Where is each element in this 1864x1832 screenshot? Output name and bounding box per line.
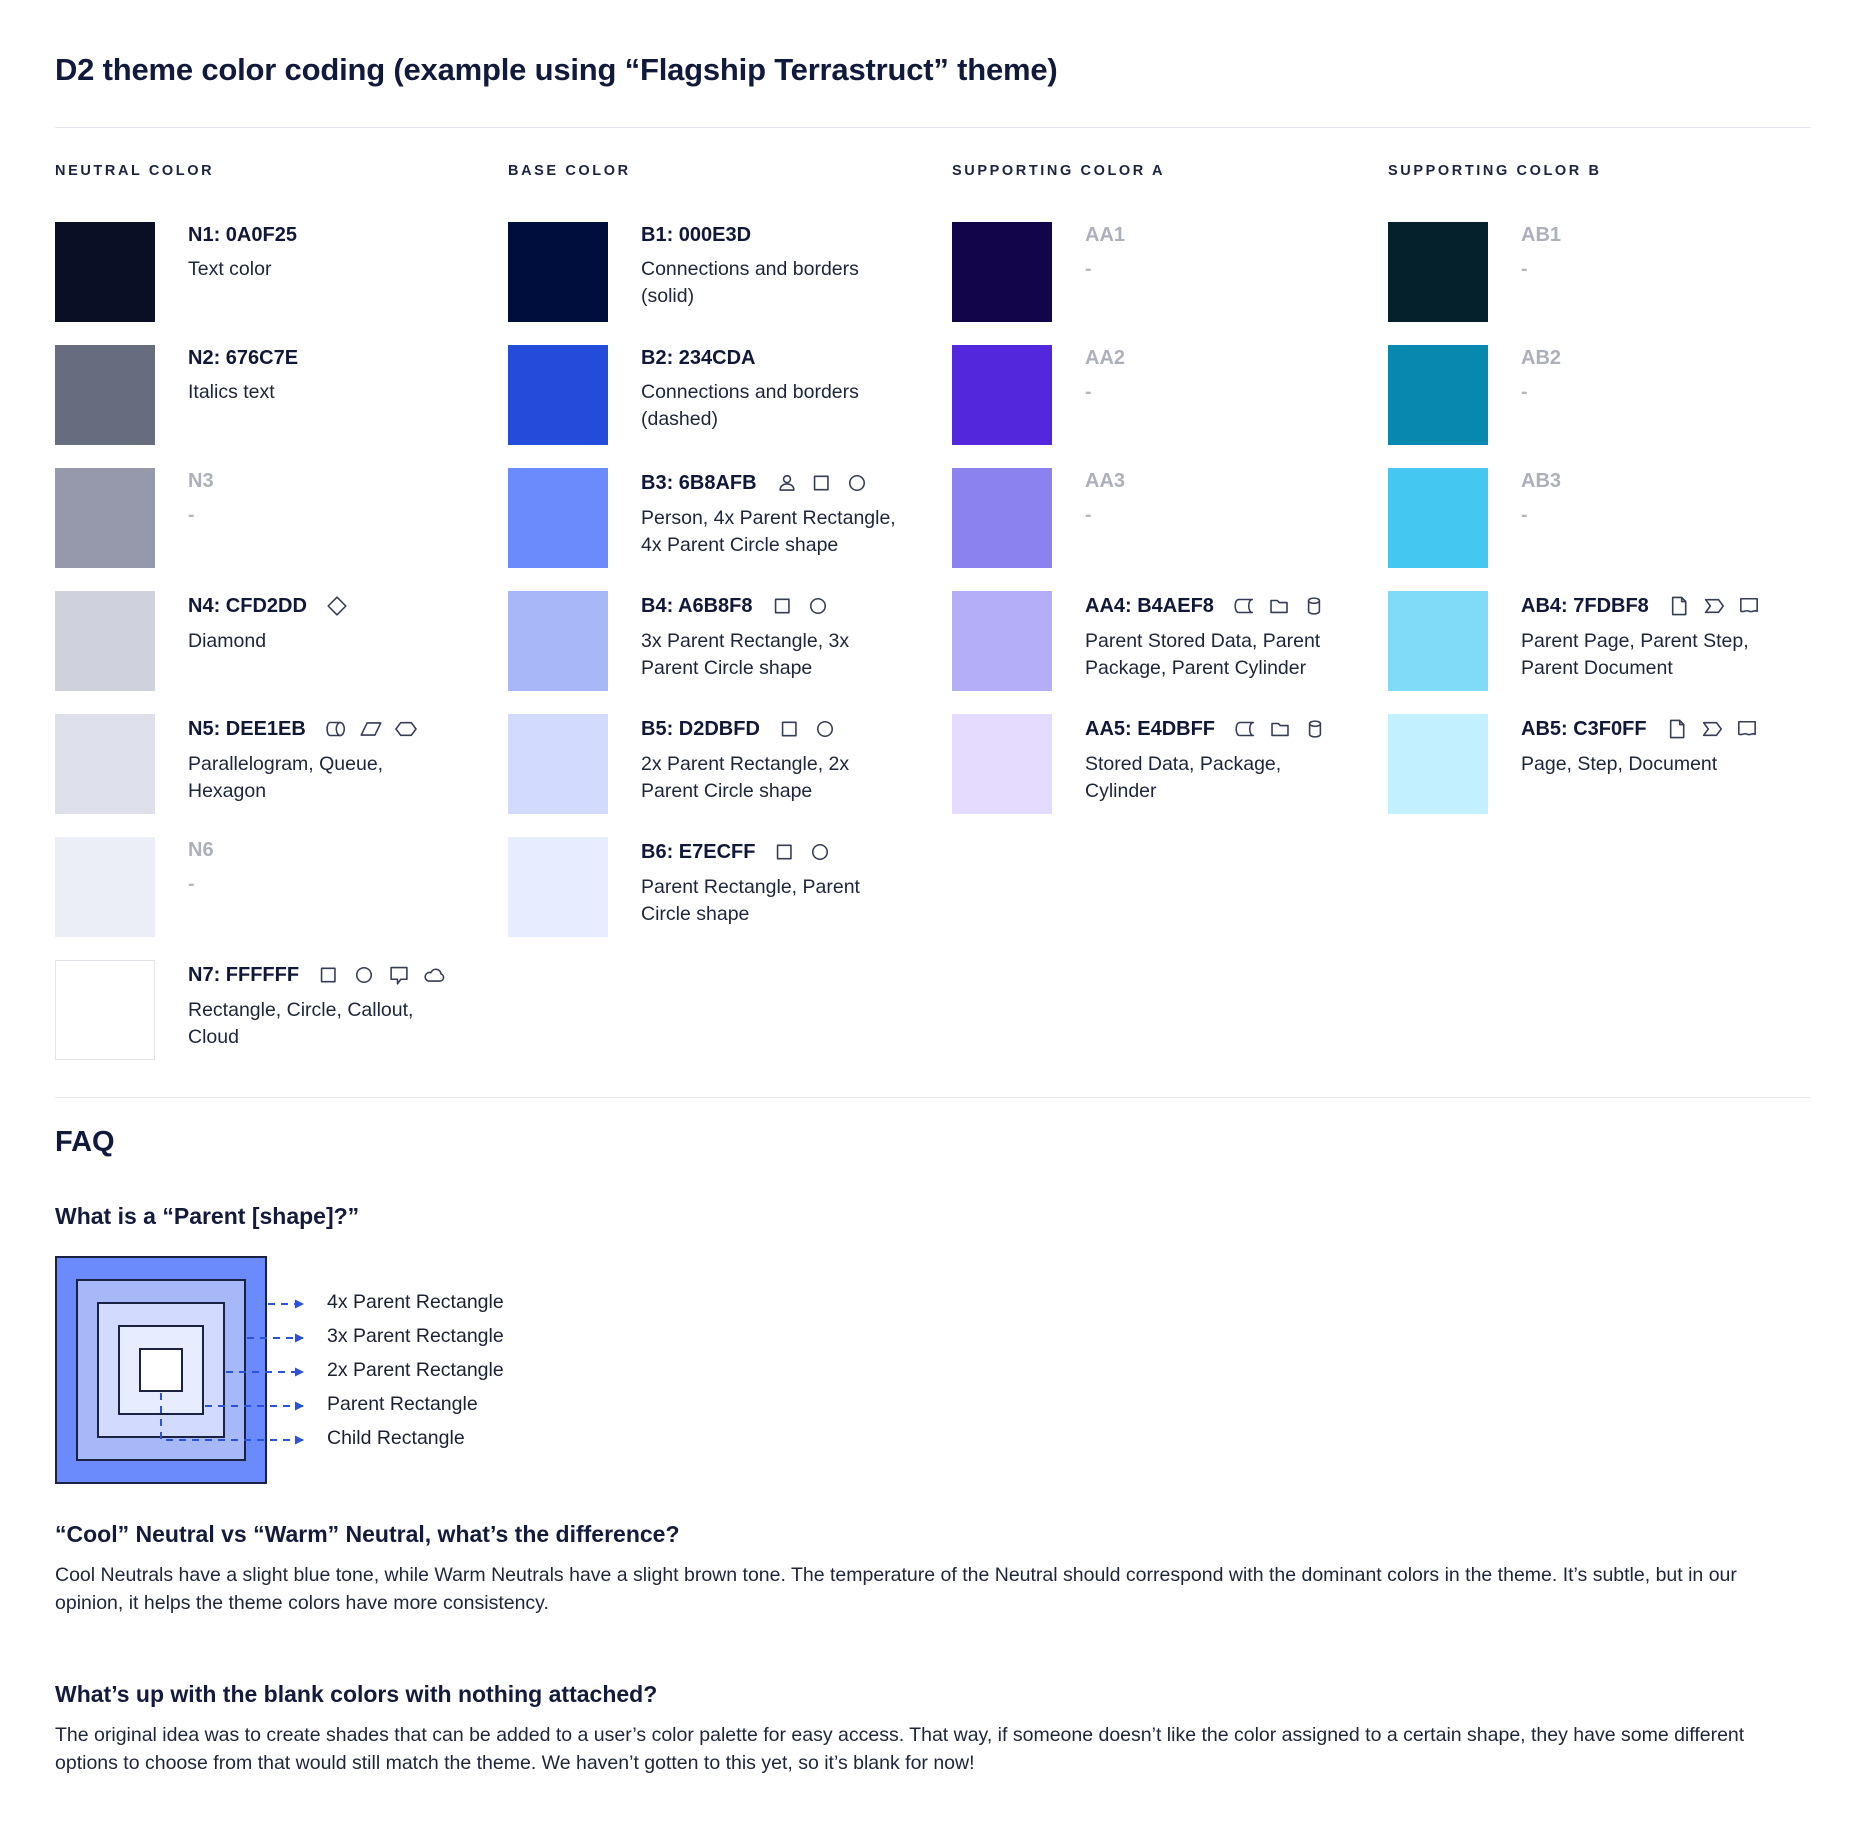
swatch-desc: - xyxy=(1521,381,1528,403)
shape-icons xyxy=(1666,593,1762,619)
color-swatch xyxy=(1388,591,1488,691)
rectangle-icon xyxy=(770,593,796,619)
color-swatch xyxy=(1388,222,1488,322)
rectangle-icon xyxy=(809,470,835,496)
swatch-row-n1 xyxy=(55,222,447,322)
color-swatch xyxy=(952,468,1052,568)
stored-data-icon xyxy=(1231,593,1257,619)
swatch-row-b5 xyxy=(508,714,897,814)
color-swatch xyxy=(508,591,608,691)
package-icon xyxy=(1266,593,1292,619)
swatch-label: B1: 000E3D xyxy=(641,224,752,246)
supporting-color-a-column xyxy=(952,163,1341,837)
color-swatch xyxy=(508,345,608,445)
neutral-color-column xyxy=(55,163,447,1083)
shape-icons xyxy=(1231,593,1327,619)
rectangle-icon xyxy=(316,962,342,988)
rectangle-icon xyxy=(777,716,803,742)
rectangle-icon xyxy=(772,839,798,865)
swatch-desc: - xyxy=(188,873,195,895)
child-rectangle xyxy=(140,1349,182,1391)
swatch-row-aa5 xyxy=(952,714,1341,814)
swatch-label: AA4: B4AEF8 xyxy=(1085,594,1214,617)
swatch-desc: Diamond xyxy=(188,630,267,652)
circle-icon xyxy=(807,839,833,865)
color-swatch xyxy=(1388,468,1488,568)
step-icon xyxy=(1699,716,1725,742)
color-swatch xyxy=(55,960,155,1060)
shape-icons xyxy=(316,962,447,988)
color-swatch xyxy=(508,222,608,322)
swatch-desc: Parent Rectangle, Parent Circle shape xyxy=(641,876,860,925)
cylinder-icon xyxy=(1301,593,1327,619)
diagram-label-4x: 4x Parent Rectangle xyxy=(327,1291,504,1313)
color-swatch xyxy=(952,222,1052,322)
divider xyxy=(55,127,1810,128)
swatch-label: N3 xyxy=(188,470,214,492)
shape-icons xyxy=(770,593,831,619)
swatch-row-b2 xyxy=(508,345,897,445)
diamond-icon xyxy=(324,593,350,619)
diagram-label-3x: 3x Parent Rectangle xyxy=(327,1325,504,1347)
swatch-row-b1 xyxy=(508,222,897,322)
color-swatch xyxy=(55,345,155,445)
shape-icons xyxy=(1232,716,1328,742)
swatch-label: B3: 6B8AFB xyxy=(641,471,757,494)
swatch-row-n5 xyxy=(55,714,447,814)
color-swatch xyxy=(55,468,155,568)
color-swatch xyxy=(1388,714,1488,814)
circle-icon xyxy=(844,470,870,496)
color-swatch xyxy=(55,591,155,691)
swatch-row-ab2 xyxy=(1388,345,1777,445)
faq-question-blank-colors: What’s up with the blank colors with nothing attached? xyxy=(55,1681,658,1707)
swatch-row-b3 xyxy=(508,468,897,568)
supporting-color-b-column xyxy=(1388,163,1777,837)
swatch-desc: - xyxy=(1521,504,1528,526)
package-icon xyxy=(1267,716,1293,742)
swatch-label: B6: E7ECFF xyxy=(641,840,756,863)
faq-heading: FAQ xyxy=(55,1126,115,1158)
swatch-label: B5: D2DBFD xyxy=(641,717,760,740)
diagram-label-2x: 2x Parent Rectangle xyxy=(327,1359,504,1381)
swatch-row-ab4 xyxy=(1388,591,1777,691)
document-icon xyxy=(1736,593,1762,619)
swatch-desc: - xyxy=(1085,381,1092,403)
swatch-desc: Connections and borders (solid) xyxy=(641,258,859,307)
swatch-desc: Parent Stored Data, Parent Package, Parent Cylinder xyxy=(1085,630,1321,679)
swatch-row-aa1 xyxy=(952,222,1341,322)
circle-icon xyxy=(805,593,831,619)
diagram-label-parent: Parent Rectangle xyxy=(327,1393,478,1415)
swatch-desc: Text color xyxy=(188,258,272,280)
callout-icon xyxy=(386,962,412,988)
column-header: BASE COLOR xyxy=(508,163,631,179)
swatch-label: N5: DEE1EB xyxy=(188,717,306,740)
swatch-desc: - xyxy=(1521,258,1528,280)
swatch-row-n3 xyxy=(55,468,447,568)
color-swatch xyxy=(508,714,608,814)
base-color-column xyxy=(508,163,897,960)
swatch-row-aa4 xyxy=(952,591,1341,691)
column-header: NEUTRAL COLOR xyxy=(55,163,215,179)
swatch-label: N2: 676C7E xyxy=(188,347,299,369)
faq-question-parent-shape: What is a “Parent [shape]?” xyxy=(55,1203,360,1229)
swatch-desc: 2x Parent Rectangle, 2x Parent Circle shape xyxy=(641,753,850,802)
swatch-row-ab5 xyxy=(1388,714,1777,814)
swatch-row-aa2 xyxy=(952,345,1341,445)
color-swatch xyxy=(55,222,155,322)
page-icon xyxy=(1666,593,1692,619)
shape-icons xyxy=(777,716,838,742)
swatch-label: AB1 xyxy=(1521,224,1562,246)
swatch-desc: - xyxy=(1085,258,1092,280)
faq-question-cool-vs-warm: “Cool” Neutral vs “Warm” Neutral, what’s the difference? xyxy=(55,1521,680,1547)
cylinder-icon xyxy=(1302,716,1328,742)
swatch-label: AB2 xyxy=(1521,347,1562,369)
step-icon xyxy=(1701,593,1727,619)
swatch-desc: Stored Data, Package, Cylinder xyxy=(1085,753,1282,802)
color-swatch xyxy=(952,591,1052,691)
swatch-row-n7 xyxy=(55,960,447,1060)
swatch-row-b4 xyxy=(508,591,897,691)
swatch-label: AA3 xyxy=(1085,470,1126,492)
color-swatch xyxy=(508,837,608,937)
swatch-label: N4: CFD2DD xyxy=(188,594,307,617)
circle-icon xyxy=(351,962,377,988)
page-title: D2 theme color coding (example using “Flagship Terrastruct” theme) xyxy=(55,52,1058,87)
column-header: SUPPORTING COLOR B xyxy=(1388,163,1602,179)
swatch-label: AB5: C3F0FF xyxy=(1521,717,1647,740)
swatch-desc: Page, Step, Document xyxy=(1521,753,1718,775)
color-swatch xyxy=(55,837,155,937)
swatch-row-aa3 xyxy=(952,468,1341,568)
shape-icons xyxy=(774,470,870,496)
parallelogram-icon xyxy=(358,716,384,742)
swatch-label: N7: FFFFFF xyxy=(188,963,300,986)
swatch-label: N6 xyxy=(188,839,214,861)
swatch-row-n6 xyxy=(55,837,447,937)
swatch-label: AA1 xyxy=(1085,224,1126,246)
swatch-desc: Parallelogram, Queue, Hexagon xyxy=(188,753,384,802)
faq-answer-cool-vs-warm: Cool Neutrals have a slight blue tone, while Warm Neutrals have a slight brown tone. The temperature of the Neutral should correspond with the dominant colors in the theme. It’s subtle, but in our opinion, it helps the theme colors have more consistency. xyxy=(55,1564,1737,1614)
swatch-desc: Person, 4x Parent Rectangle, 4x Parent Circle shape xyxy=(641,507,896,556)
swatch-desc: - xyxy=(188,504,195,526)
color-swatch xyxy=(952,714,1052,814)
queue-icon xyxy=(323,716,349,742)
page-icon xyxy=(1664,716,1690,742)
swatch-desc: Parent Page, Parent Step, Parent Document xyxy=(1521,630,1749,679)
swatch-label: AB3 xyxy=(1521,470,1562,492)
swatch-row-n2 xyxy=(55,345,447,445)
stored-data-icon xyxy=(1232,716,1258,742)
shape-icons xyxy=(772,839,833,865)
swatch-desc: 3x Parent Rectangle, 3x Parent Circle shape xyxy=(641,630,850,679)
swatch-row-ab3 xyxy=(1388,468,1777,568)
color-swatch xyxy=(508,468,608,568)
swatch-desc: Italics text xyxy=(188,381,275,403)
swatch-desc: Connections and borders (dashed) xyxy=(641,381,859,430)
swatch-label: B4: A6B8F8 xyxy=(641,594,753,617)
divider xyxy=(55,1097,1810,1098)
parent-shape-diagram xyxy=(55,1256,785,1492)
swatch-row-b6 xyxy=(508,837,897,937)
circle-icon xyxy=(812,716,838,742)
document-icon xyxy=(1734,716,1760,742)
cloud-icon xyxy=(421,962,447,988)
swatch-desc: Rectangle, Circle, Callout, Cloud xyxy=(188,999,414,1048)
swatch-label: B2: 234CDA xyxy=(641,347,756,369)
swatch-desc: - xyxy=(1085,504,1092,526)
person-icon xyxy=(774,470,800,496)
column-header: SUPPORTING COLOR A xyxy=(952,163,1166,179)
swatch-row-n4 xyxy=(55,591,447,691)
shape-icons xyxy=(323,716,419,742)
color-swatch xyxy=(952,345,1052,445)
color-swatch xyxy=(55,714,155,814)
shape-icons xyxy=(1664,716,1760,742)
swatch-label: AB4: 7FDBF8 xyxy=(1521,594,1649,617)
diagram-label-child: Child Rectangle xyxy=(327,1427,465,1449)
swatch-label: AA2 xyxy=(1085,347,1126,369)
swatch-label: N1: 0A0F25 xyxy=(188,224,297,246)
swatch-label: AA5: E4DBFF xyxy=(1085,717,1216,740)
swatch-row-ab1 xyxy=(1388,222,1777,322)
hexagon-icon xyxy=(393,716,419,742)
shape-icons xyxy=(324,593,350,619)
faq-answer-blank-colors: The original idea was to create shades that can be added to a user’s color palette for easy access. That way, if someone doesn’t like the color assigned to a certain shape, they have some different options to choose from that would still match the theme. We haven’t gotten to this yet, so it’s blank for now! xyxy=(55,1724,1745,1774)
color-swatch xyxy=(1388,345,1488,445)
